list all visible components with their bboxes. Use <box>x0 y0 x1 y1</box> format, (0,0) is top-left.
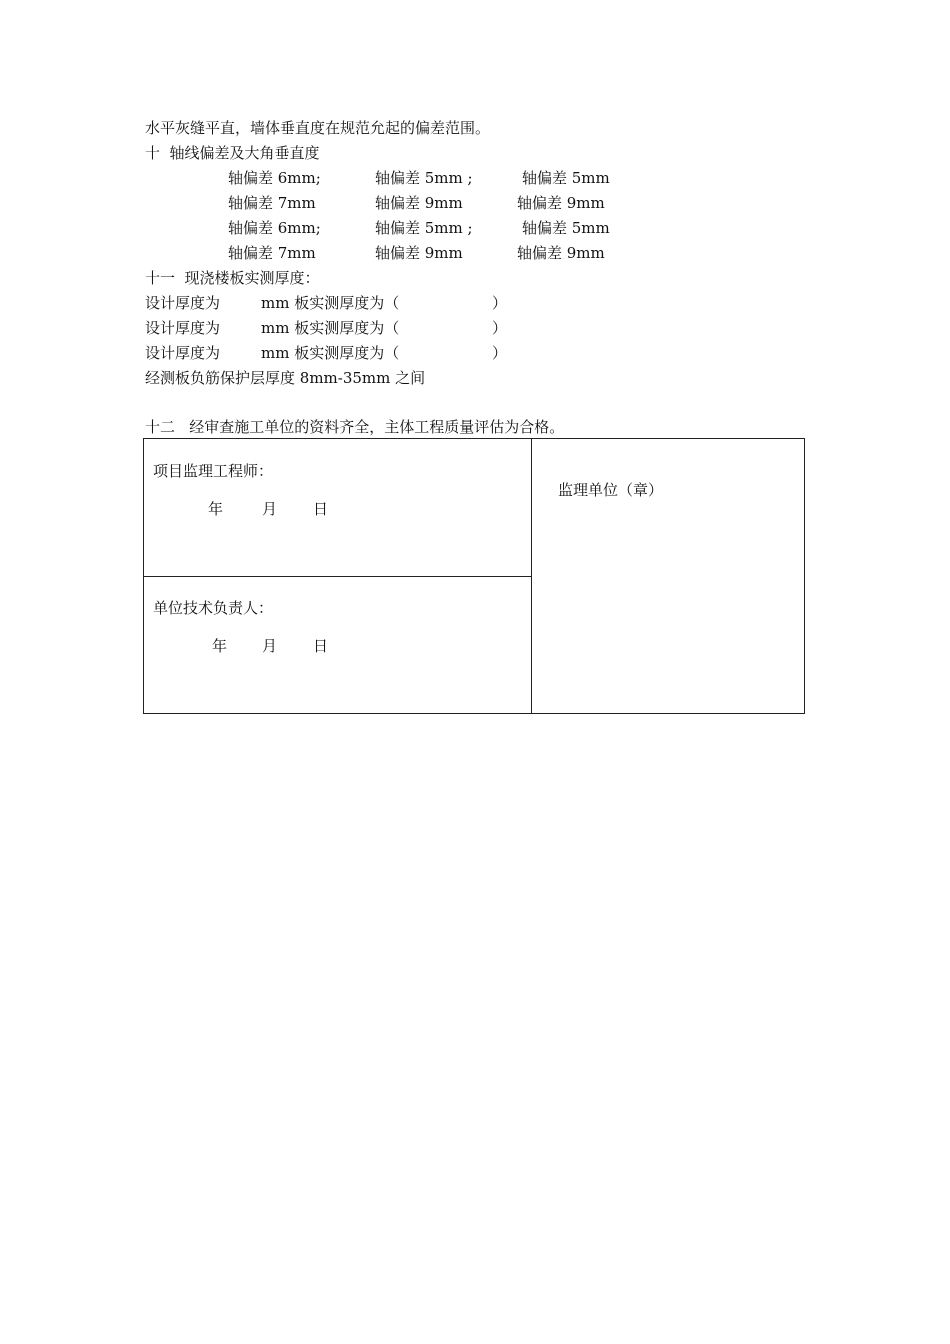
thickness-measure: mm 板实测厚度为（ <box>261 294 400 312</box>
tech-lead-signature-label: 单位技术负责人： <box>153 599 274 617</box>
thickness-measure: mm 板实测厚度为（ <box>261 344 400 362</box>
thickness-close: ） <box>492 319 508 337</box>
section11-heading: 十一 现浇楼板实测厚度： <box>145 269 320 287</box>
deviation-cell: 轴偏差 7mm <box>228 194 316 212</box>
thickness-row <box>0 293 950 313</box>
thickness-row <box>0 318 950 338</box>
day-label: 日 <box>313 637 329 655</box>
section12-heading: 十二 经审查施工单位的资料齐全，主体工程质量评估为合格。 <box>145 418 565 436</box>
deviation-cell: 轴偏差 6mm; <box>228 169 321 187</box>
thickness-close: ） <box>492 294 508 312</box>
deviation-row <box>0 168 950 188</box>
engineer-signature-label: 项目监理工程师： <box>153 462 274 480</box>
deviation-row <box>0 218 950 238</box>
thickness-label: 设计厚度为 <box>145 319 221 337</box>
thickness-measure: mm 板实测厚度为（ <box>261 319 400 337</box>
day-label: 日 <box>313 500 329 518</box>
sign-table <box>143 438 805 714</box>
deviation-cell: 轴偏差 9mm <box>517 244 605 262</box>
deviation-row <box>0 193 950 213</box>
deviation-cell: 轴偏差 7mm <box>228 244 316 262</box>
section10-heading: 十 轴线偏差及大角垂直度 <box>145 144 320 162</box>
year-label: 年 <box>212 637 228 655</box>
thickness-label: 设计厚度为 <box>145 344 221 362</box>
month-label: 月 <box>262 500 278 518</box>
month-label: 月 <box>262 637 278 655</box>
year-label: 年 <box>208 500 224 518</box>
thickness-label: 设计厚度为 <box>145 294 221 312</box>
thickness-row <box>0 343 950 363</box>
deviation-cell: 轴偏差 9mm <box>375 194 463 212</box>
deviation-row <box>0 243 950 263</box>
supervision-unit-seal-label: 监理单位（章） <box>558 481 664 499</box>
tech-lead-date <box>144 636 531 656</box>
engineer-date <box>144 499 531 519</box>
deviation-cell: 轴偏差 6mm; <box>228 219 321 237</box>
intro-line: 水平灰缝平直，墙体垂直度在规范允起的偏差范围。 <box>145 119 491 137</box>
rebar-cover-note: 经测板负筋保护层厚度 8mm-35mm 之间 <box>145 369 426 387</box>
deviation-cell: 轴偏差 9mm <box>517 194 605 212</box>
deviation-cell: 轴偏差 9mm <box>375 244 463 262</box>
row-divider <box>144 576 532 577</box>
deviation-cell: 轴偏差 5mm ; <box>375 169 473 187</box>
thickness-close: ） <box>492 344 508 362</box>
deviation-cell: 轴偏差 5mm <box>522 219 610 237</box>
deviation-cell: 轴偏差 5mm ; <box>375 219 473 237</box>
deviation-cell: 轴偏差 5mm <box>522 169 610 187</box>
